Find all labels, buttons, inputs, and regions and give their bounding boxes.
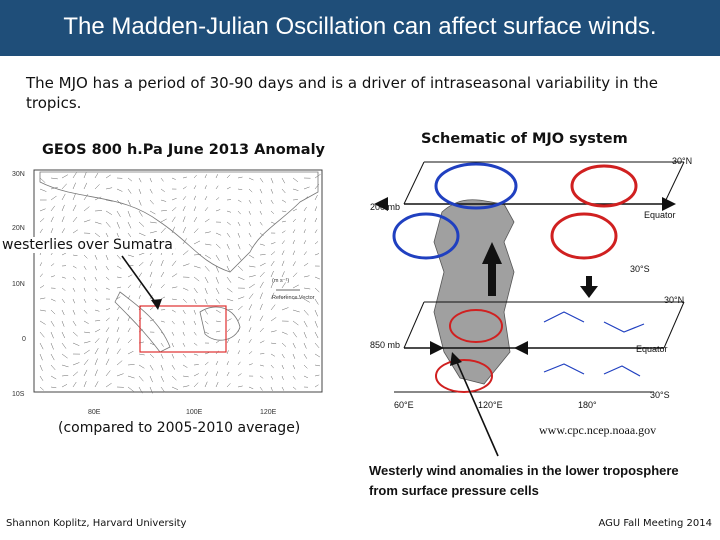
lat-label-10n: 10N	[12, 281, 25, 288]
left-panel-caption: GEOS 800 h.Pa June 2013 Anomaly	[42, 142, 325, 158]
lat-label-20n: 20N	[12, 225, 25, 232]
westerlies-pointer-head	[151, 299, 162, 310]
equator-bottom: Equator	[636, 344, 668, 354]
lat-label-0: 0	[22, 336, 26, 343]
reference-vector-unit: (m s⁻¹)	[272, 278, 290, 284]
right-panel-caption: Schematic of MJO system	[421, 131, 628, 147]
lat-top-30n: 30°N	[672, 156, 693, 166]
pressure-cells-pointer-line	[456, 360, 498, 456]
level-200mb: 200 mb	[370, 202, 401, 212]
upper-level-edge-left	[404, 162, 424, 204]
pressure-cells-annotation: Westerly wind anomalies in the lower troposphere from surface pressure cells	[369, 463, 679, 498]
slide-title: The Madden-Julian Oscillation can affect surface winds.	[63, 13, 657, 40]
pressure-cells-pointer	[438, 350, 518, 460]
lon-label-100e: 100E	[186, 409, 203, 416]
lower-level-edge-right	[664, 302, 684, 348]
rising-motion-shaft	[488, 262, 496, 296]
lat-bottom-30n: 30°N	[664, 295, 685, 305]
lon-label-120e: 120E	[260, 409, 277, 416]
lower-streamline-4	[604, 366, 640, 376]
westerlies-annotation: westerlies over Sumatra	[2, 237, 173, 253]
lower-streamline-2	[604, 322, 644, 332]
upper-red-circle-north	[572, 166, 636, 206]
lower-streamline-1	[544, 312, 584, 322]
level-850mb: 850 mb	[370, 340, 401, 350]
footer-meeting: AGU Fall Meeting 2014	[598, 518, 712, 529]
equator-top: Equator	[644, 210, 676, 220]
upper-red-circle-south	[552, 214, 616, 258]
footer-author: Shannon Koplitz, Harvard University	[6, 518, 187, 529]
lat-label-30n: 30N	[12, 171, 25, 178]
source-url: www.cpc.ncep.noaa.gov	[539, 423, 657, 437]
upper-outflow-arrow-east	[662, 197, 676, 211]
lon-60e: 60°E	[394, 400, 414, 410]
lon-180: 180°	[578, 400, 597, 410]
lon-label-80e: 80E	[88, 409, 101, 416]
lat-top-30s: 30°S	[630, 264, 650, 274]
reference-vector-label: Reference Vector	[272, 295, 315, 301]
pressure-cells-pointer-head	[450, 352, 462, 366]
lat-label-10s: 10S	[12, 391, 25, 398]
westerlies-pointer	[118, 250, 198, 320]
lat-bottom-30s: 30°S	[650, 390, 670, 400]
westerlies-pointer-line	[122, 256, 158, 306]
lower-level-edge-left	[404, 302, 424, 348]
upper-level-edge-right	[664, 162, 684, 204]
lower-streamline-3	[544, 364, 584, 374]
lon-120e: 120°E	[478, 400, 503, 410]
intro-text: The MJO has a period of 30-90 days and is a driver of intraseasonal variability in the tropics.	[26, 74, 658, 112]
comparison-note: (compared to 2005-2010 average)	[58, 420, 301, 436]
mjo-schematic	[364, 152, 704, 410]
sinking-motion-head	[580, 286, 598, 298]
